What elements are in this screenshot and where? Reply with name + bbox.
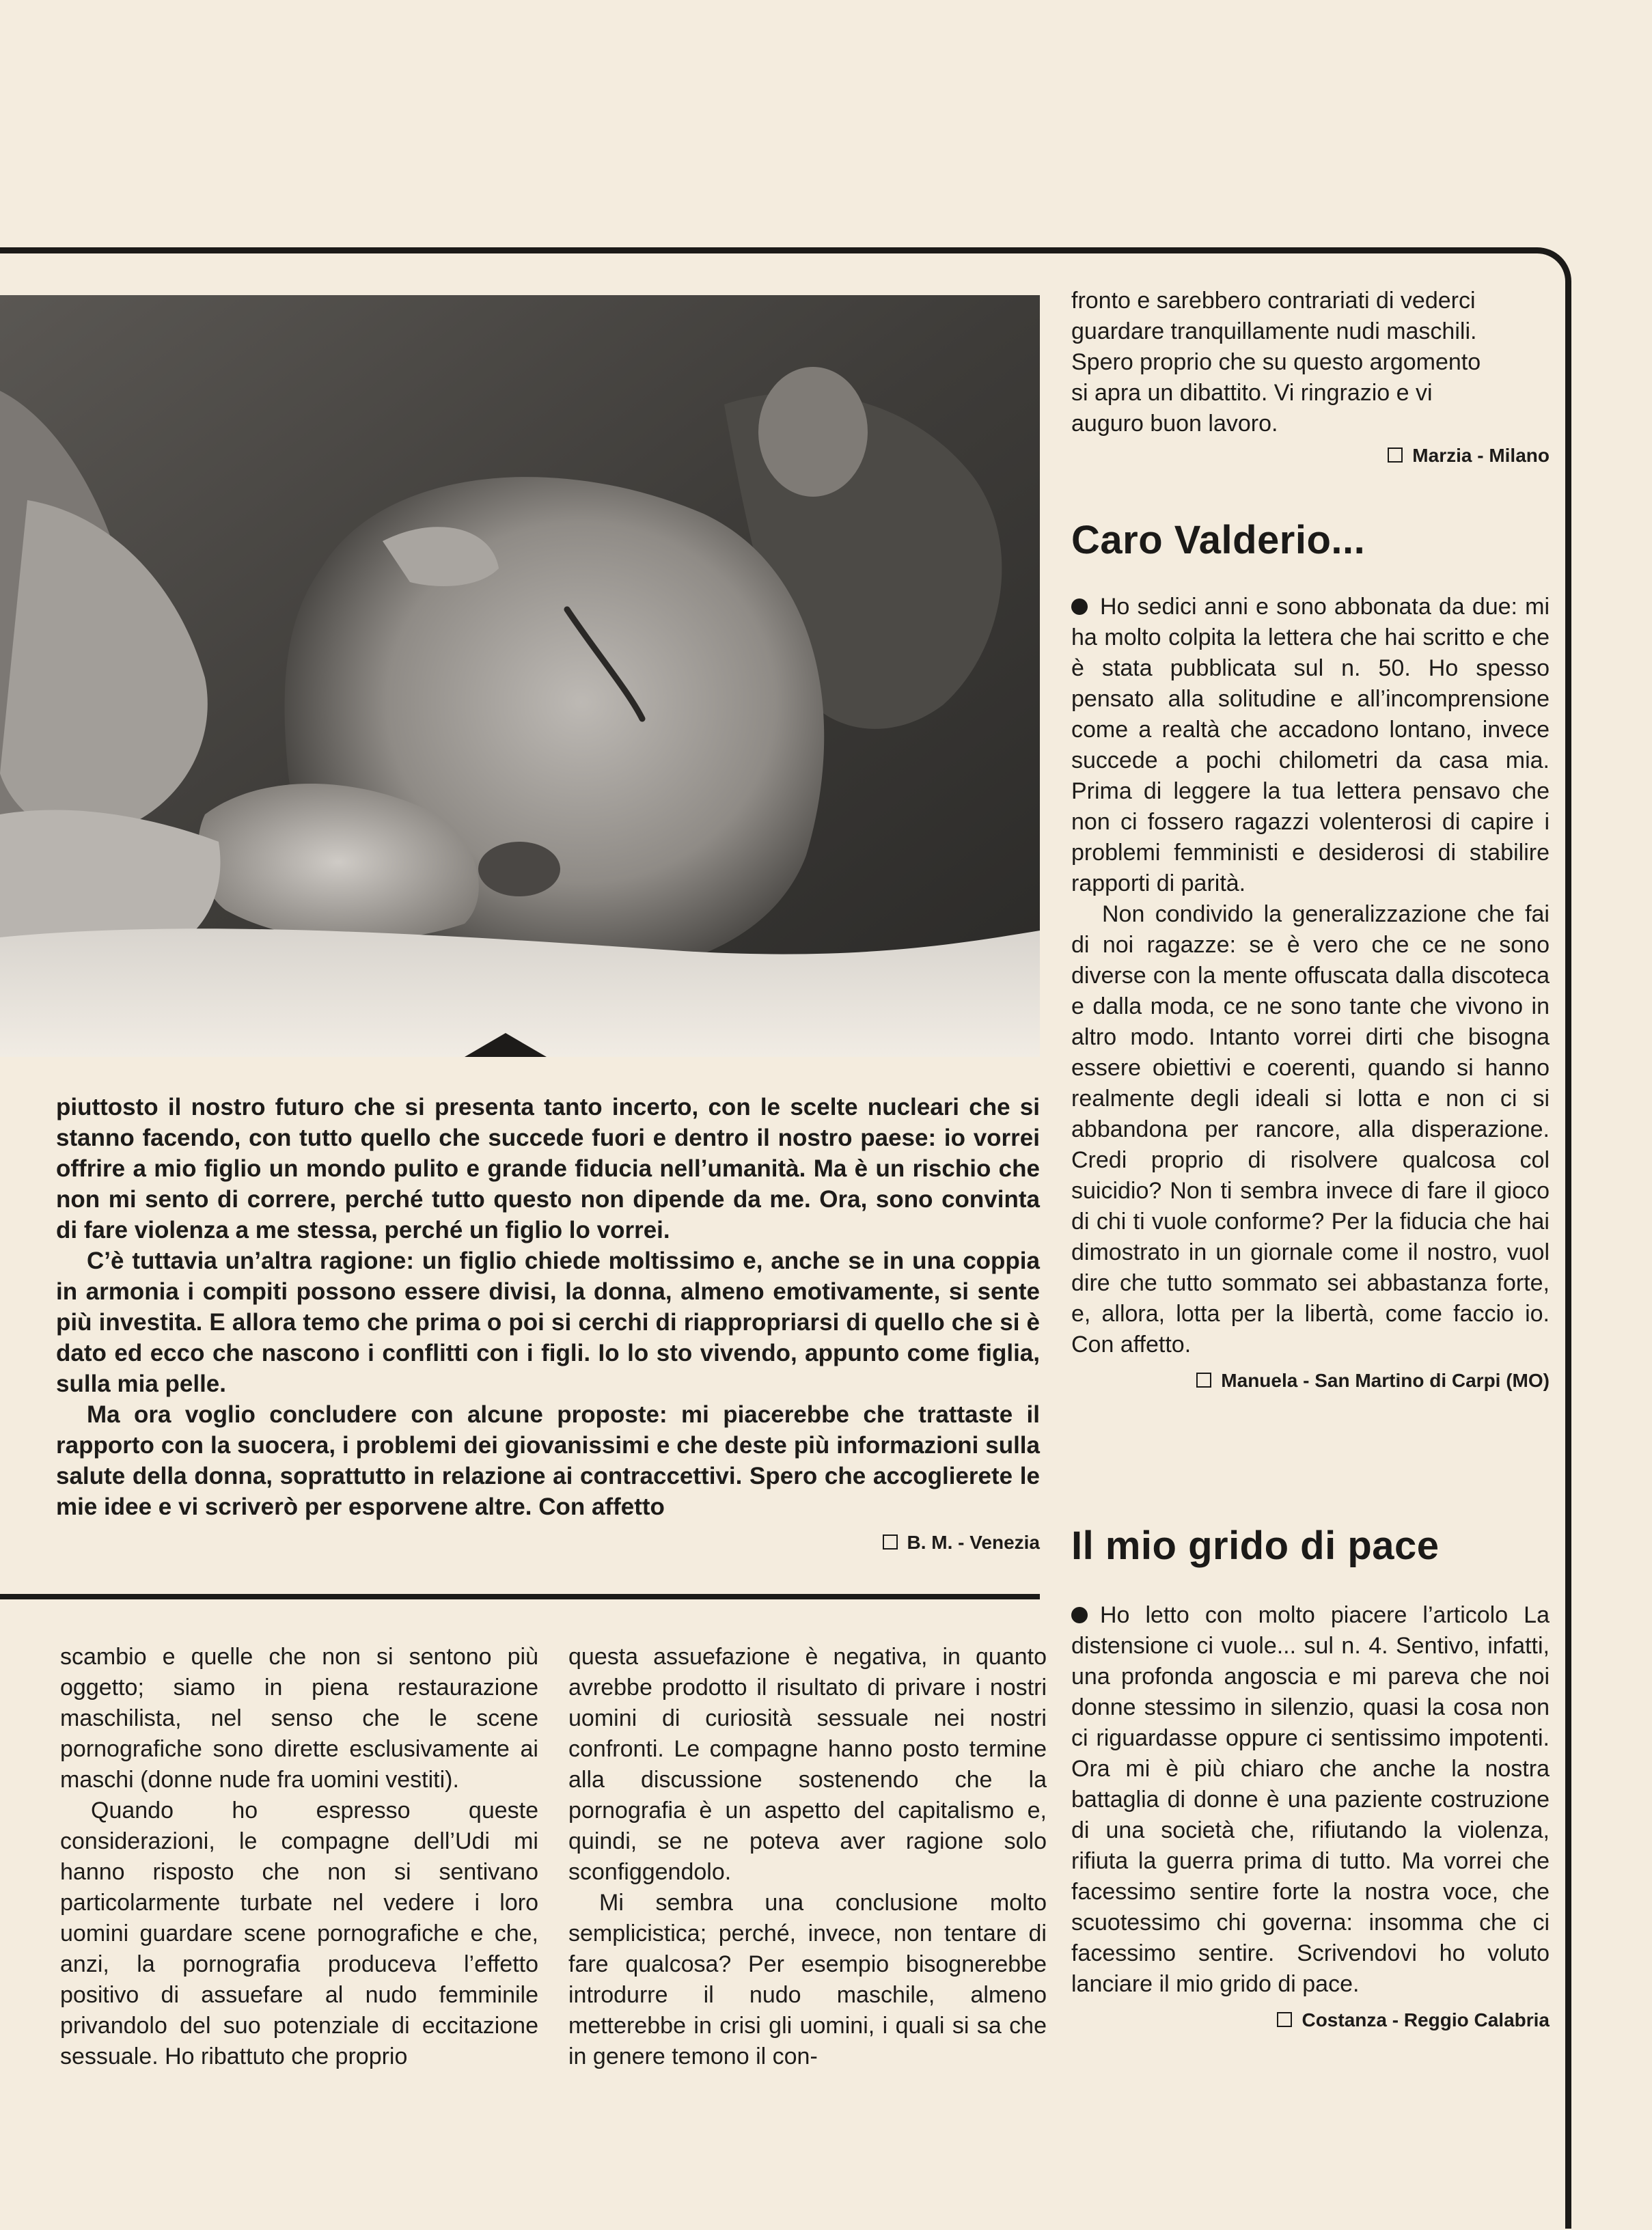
middle-rule bbox=[0, 1594, 1040, 1599]
paragraph: questa assuefazione è negativa, in quanto avrebbe prodotto il risultato di privare i nostri uomini di curiosità sessuale nei nostri confronti. Le compagne hanno posto termine alla discussione sostenendo che la pornografia è un aspetto del capitalismo e, quindi, se ne poteva aver ragione solo sconfiggendolo. bbox=[568, 1644, 1047, 1885]
checkbox-square-icon bbox=[1388, 448, 1403, 463]
paragraph: C’è tuttavia un’altra ragione: un figlio chiede moltissimo e, anche se in una coppia in armonia i compiti possono essere divisi, la donna, almeno emotivamente, si sente più investita. E allora temo che prima o poi si cerchi di riappropriarsi di quello che si è dato ed ecco che nascono i conflitti con i figli. Io lo sto vivendo, appunto come figlia, sulla mia pelle. bbox=[56, 1248, 1040, 1397]
checkbox-square-icon bbox=[1196, 1373, 1211, 1388]
paragraph: Ho letto con molto piacere l’articolo La distensione ci vuole... sul n. 4. Sentivo, infatti, una profonda angoscia e mi pareva che noi donne stessimo in silenzio, quasi la cosa non ci riguardasse oppure ci sentissimo impotenti. Ora mi è più chiaro che anche la nostra battaglia di donne è una paziente costruzione di una società che, rifiutando la violenza, rifiuta la guerra prima di tutto. Ma vorrei che facessimo sentire forte la nostra voce, che scuotessimo chi governa: insomma che ci facessimo sentire. Scrivendovi ho voluto lanciare il mio grido di pace. bbox=[1071, 1602, 1550, 1997]
signature-bm: B. M. - Venezia bbox=[56, 1529, 1040, 1556]
heading-grido-di-pace: Il mio grido di pace bbox=[1071, 1524, 1440, 1568]
text-line: si apra un dibattito. Vi ringrazio e vi bbox=[1071, 380, 1433, 406]
signature-costanza: Costanza - Reggio Calabria bbox=[1071, 2007, 1550, 2034]
bullet-icon bbox=[1071, 1607, 1088, 1623]
paragraph: Quando ho espresso queste considerazioni, le compagne dell’Udi mi hanno risposto che non si sentivano particolarmente turbate nel vedere i loro uomini guardare scene pornografiche e che, anzi, la pornografia produceva l’effetto positivo di assuefare al nudo femminile privandolo del suo potenziale di eccitazione sessuale. Ho ribattuto che proprio bbox=[60, 1798, 538, 2069]
checkbox-square-icon bbox=[883, 1534, 898, 1550]
top-rule bbox=[0, 247, 1537, 253]
paragraph: scambio e quelle che non si sentono più oggetto; siamo in piena restaurazione maschilista, nel senso che le scene pornografiche sono dirette esclusivamente ai maschi (donne nude fra uomini vestiti). bbox=[60, 1644, 538, 1793]
checkbox-square-icon bbox=[1277, 2012, 1292, 2027]
text-line: Spero proprio che su questo argomento bbox=[1071, 349, 1481, 375]
bm-letter bbox=[56, 1092, 1040, 1556]
bottom-middle-column bbox=[568, 1642, 1047, 2072]
signature-marzia: Marzia - Milano bbox=[1071, 442, 1550, 469]
heading-caro-valderio: Caro Valderio... bbox=[1071, 518, 1366, 562]
valderio-letter bbox=[1071, 592, 1550, 1394]
text-line: guardare tranquillamente nudi maschili. bbox=[1071, 318, 1477, 344]
bottom-left-column bbox=[60, 1642, 538, 2072]
bullet-icon bbox=[1071, 598, 1088, 615]
paragraph: Ma ora voglio concludere con alcune proposte: mi piacerebbe che trattaste il rapporto con la suocera, i problemi dei giovanissimi e che deste più informazioni sulla salute della donna, soprattutto in relazione ai contraccettivi. Spero che accoglierete le mie idee e vi scriverò per esporvene altre. Con affetto bbox=[56, 1401, 1040, 1520]
paragraph: Mi sembra una conclusione molto semplicistica; perché, invece, non tentare di fare qualcosa? Per esempio bisognerebbe introdurre il nudo maschile, almeno metterebbe in crisi gli uomini, i quali si sa che in genere temono il con- bbox=[568, 1890, 1047, 2069]
text-line: auguro buon lavoro. bbox=[1071, 411, 1278, 437]
sleeping-baby-photo bbox=[0, 295, 1040, 1057]
paragraph: Non condivido la generalizzazione che fai di noi ragazze: se è vero che ce ne sono diverse con la mente offuscata dalla discoteca e dalla moda, ce ne sono tante che vivono in altro modo. Intanto vorrei dirti che bisogna essere obiettivi e coerenti, quando si hanno realmente degli ideali si lotta e non ci si abbandona per rancore, alla disperazione. Credi proprio di risolvere qualcosa col suicidio? Non ti sembra invece di fare il gioco di chi ti vuole conforme? Per la fiducia che hai dimostrato in un giornale come il nostro, vuol dire che tutto sommato sei abbastanza forte, e, allora, lotta per la libertà, come faccio io. Con affetto. bbox=[1071, 901, 1550, 1358]
signature-manuela: Manuela - San Martino di Carpi (MO) bbox=[1071, 1367, 1550, 1394]
paragraph: Ho sedici anni e sono abbonata da due: mi ha molto colpita la lettera che hai scritto e che è stata pubblicata sul n. 50. Ho spesso pensato alla solitudine e all’incomprensione come a realtà che accadono lontano, invece succede a pochi chilometri da casa mia. Prima di leggere la tua lettera pensavo che non ci fossero ragazzi volenterosi di capire i problemi femministi e desiderosi di stabilire rapporti di parità. bbox=[1071, 594, 1550, 896]
marzia-letter bbox=[1071, 286, 1550, 469]
pace-letter bbox=[1071, 1600, 1550, 2034]
paragraph: piuttosto il nostro futuro che si presenta tanto incerto, con le scelte nucleari che si stanno facendo, con tutto quello che succede fuori e dentro il nostro paese: io vorrei offrire a mio figlio un mondo pulito e grande fiducia nell’umanità. Ma è un rischio che non mi sento di correre, perché tutto questo non dipende da me. Ora, sono convinta di fare violenza a me stessa, perché un figlio lo vorrei. bbox=[56, 1094, 1040, 1243]
text-line: fronto e sarebbero contrariati di vederci bbox=[1071, 288, 1476, 314]
